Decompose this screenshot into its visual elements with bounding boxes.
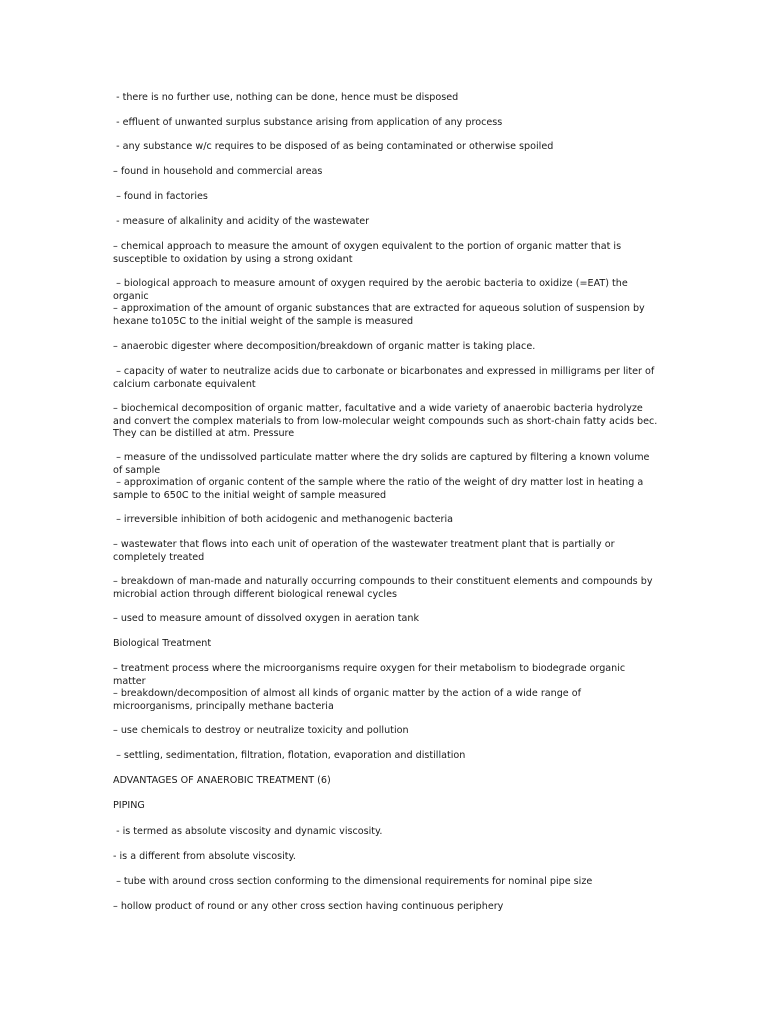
paragraph-26: - is termed as absolute viscosity and dynamic viscosity. xyxy=(113,826,383,837)
paragraph-9: – approximation of the amount of organic substances that are extracted for aqueous solution of suspension by hexane to105C to the initial weight of the sample is measured xyxy=(113,303,648,327)
section-heading-piping: PIPING xyxy=(113,800,145,811)
paragraph-17: – breakdown of man-made and naturally occurring compounds to their constituent elements and compounds by microbial action through different biological renewal cycles xyxy=(113,576,656,600)
paragraph-29: – hollow product of round or any other cross section having continuous periphery xyxy=(113,901,504,912)
paragraph-22: – use chemicals to destroy or neutralize toxicity and pollution xyxy=(113,725,409,736)
paragraph-13: – measure of the undissolved particulate matter where the dry solids are captured by filtering a known volume of sample xyxy=(113,452,653,476)
paragraph-2: - effluent of unwanted surplus substance arising from application of any process xyxy=(113,117,503,128)
paragraph-28: – tube with around cross section conforming to the dimensional requirements for nominal pipe size xyxy=(113,876,593,887)
paragraph-20: – treatment process where the microorganisms require oxygen for their metabolism to biodegrade organic matter xyxy=(113,663,629,687)
paragraph-1: - there is no further use, nothing can be done, hence must be disposed xyxy=(113,92,459,103)
paragraph-5: – found in factories xyxy=(113,191,208,202)
paragraph-18: – used to measure amount of dissolved oxygen in aeration tank xyxy=(113,613,420,624)
paragraph-16: – wastewater that flows into each unit of operation of the wastewater treatment plant that is partially or completely treated xyxy=(113,539,618,563)
paragraph-10: – anaerobic digester where decomposition/breakdown of organic matter is taking place. xyxy=(113,341,536,352)
section-heading-advantages: ADVANTAGES OF ANAEROBIC TREATMENT (6) xyxy=(113,775,331,786)
paragraph-11: – capacity of water to neutralize acids due to carbonate or bicarbonates and expressed in milligrams per liter of calcium carbonate equivalent xyxy=(113,366,658,390)
paragraph-8: – biological approach to measure amount of oxygen required by the aerobic bacteria to oxidize (=EAT) the organic xyxy=(113,278,631,302)
paragraph-14: – approximation of organic content of the sample where the ratio of the weight of dry matter lost in heating a sample to 650C to the initial weight of sample measured xyxy=(113,477,647,501)
paragraph-12: – biochemical decomposition of organic matter, facultative and a wide variety of anaerobic bacteria hydrolyze and convert the complex materials to from low-molecular weight compounds such as short-chain fatty acids bec. They can be distilled at atm. Pressure xyxy=(113,403,661,440)
paragraph-27: - is a different from absolute viscosity. xyxy=(113,851,296,862)
paragraph-4: – found in household and commercial areas xyxy=(113,166,323,177)
paragraph-7: – chemical approach to measure the amount of oxygen equivalent to the portion of organic matter that is susceptible to oxidation by using a strong oxidant xyxy=(113,241,625,265)
paragraph-15: – irreversible inhibition of both acidogenic and methanogenic bacteria xyxy=(113,514,454,525)
paragraph-3: - any substance w/c requires to be disposed of as being contaminated or otherwise spoiled xyxy=(113,141,554,152)
section-heading-biological-treatment: Biological Treatment xyxy=(113,638,212,649)
paragraph-6: - measure of alkalinity and acidity of the wastewater xyxy=(113,216,370,227)
paragraph-21: – breakdown/decomposition of almost all kinds of organic matter by the action of a wide range of microorganisms, principally methane bacteria xyxy=(113,688,585,712)
paragraph-23: – settling, sedimentation, filtration, flotation, evaporation and distillation xyxy=(113,750,466,761)
